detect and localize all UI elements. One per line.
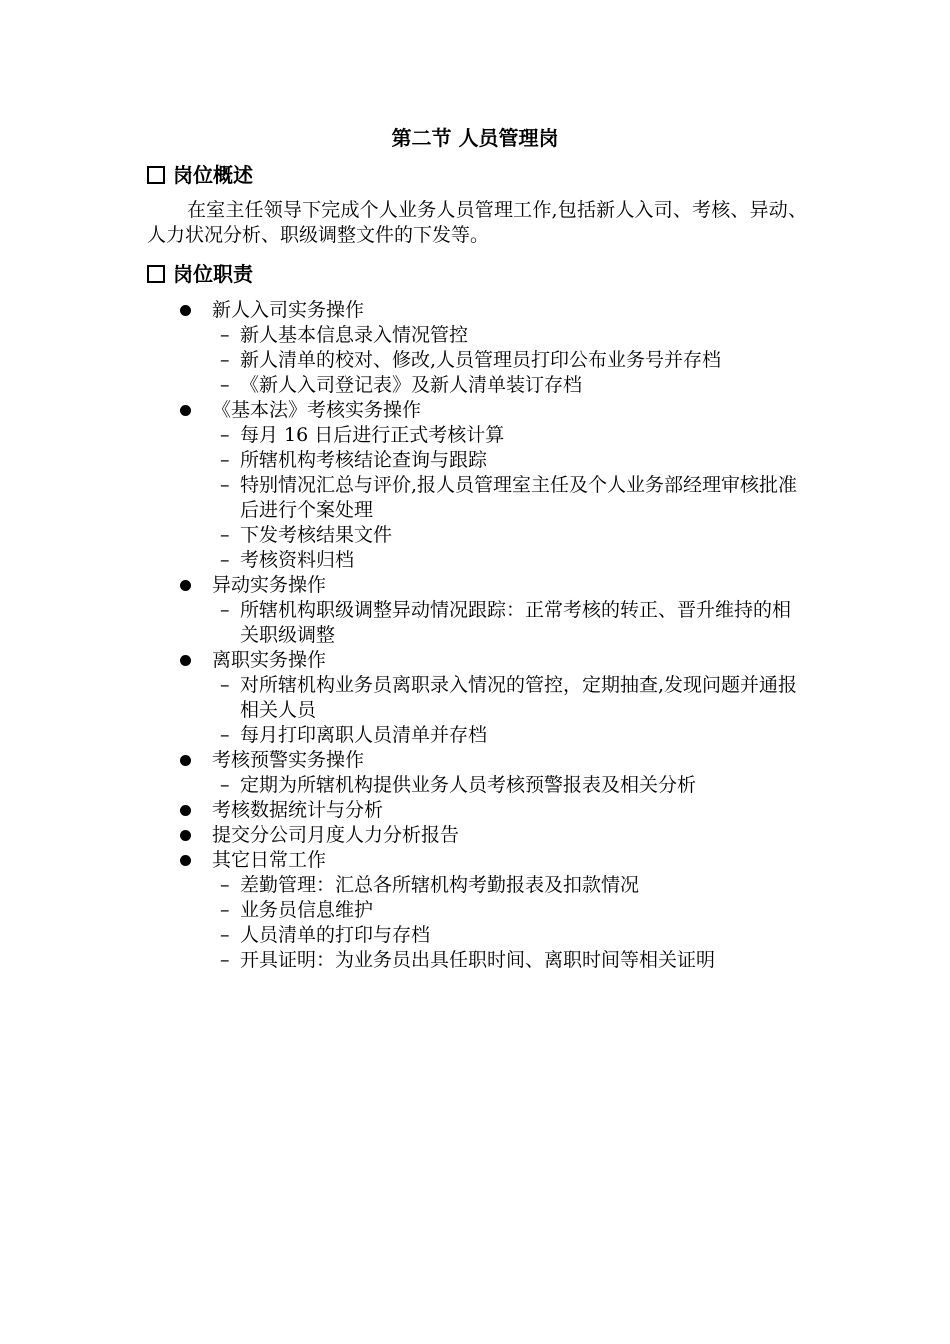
duty-subitem-text: 每月打印离职人员清单并存档: [240, 724, 488, 746]
duty-subitem: [178, 423, 808, 448]
duty-item: [178, 573, 808, 598]
bullet-icon: [180, 855, 191, 866]
duty-item-label: 其它日常工作: [212, 849, 327, 871]
duty-subitem-text: 下发考核结果文件: [240, 524, 393, 546]
dash-icon: –: [220, 924, 230, 946]
dash-icon: –: [220, 524, 230, 546]
duty-subitem-text: 特别情况汇总与评价,报人员管理室主任及个人业务部经理审核批准后进行个案处理: [240, 474, 798, 521]
checkbox-icon: [147, 166, 165, 184]
duty-item-label: 新人入司实务操作: [212, 299, 365, 321]
duty-subitem: [178, 373, 808, 398]
duty-item: [178, 848, 808, 873]
checkbox-icon: [147, 265, 165, 283]
duty-subitem: [178, 323, 808, 348]
duty-item-label: 离职实务操作: [212, 649, 327, 671]
duty-subitem: [178, 473, 808, 523]
bullet-icon: [180, 755, 191, 766]
duty-item-label: 异动实务操作: [212, 574, 327, 596]
duty-subitem-text: 《新人入司登记表》及新人清单装订存档: [240, 374, 583, 396]
dash-icon: –: [220, 899, 230, 921]
duty-subitem: [178, 548, 808, 573]
duty-item: [178, 298, 808, 323]
duty-subitem-text: 所辖机构职级调整异动情况跟踪：正常考核的转正、晋升维持的相关职级调整: [240, 599, 792, 646]
bullet-icon: [180, 655, 191, 666]
duty-subitem-text: 业务员信息维护: [240, 899, 374, 921]
dash-icon: –: [220, 599, 230, 621]
duty-subitem-text: 人员清单的打印与存档: [240, 924, 431, 946]
duty-subitem: [178, 873, 808, 898]
duty-subitem: [178, 923, 808, 948]
duty-subitem: [178, 948, 808, 973]
duty-subitem-text: 所辖机构考核结论查询与跟踪: [240, 449, 488, 471]
bullet-icon: [180, 405, 191, 416]
duty-subitem-text: 新人基本信息录入情况管控: [240, 324, 469, 346]
duty-subitem-text: 每月 16 日后进行正式考核计算: [240, 424, 505, 446]
duty-item-label: 考核数据统计与分析: [212, 799, 384, 821]
page-title: 第二节 人员管理岗: [391, 126, 559, 150]
duties-heading: [147, 260, 253, 288]
duty-item-label: 《基本法》考核实务操作: [212, 399, 422, 421]
bullet-icon: [180, 580, 191, 591]
dash-icon: –: [220, 674, 230, 696]
overview-heading: [147, 161, 253, 189]
dash-icon: –: [220, 724, 230, 746]
duty-subitem: [178, 673, 808, 723]
duties-list: [178, 298, 808, 973]
duty-item: [178, 398, 808, 423]
duty-subitem-text: 定期为所辖机构提供业务人员考核预警报表及相关分析: [240, 774, 697, 796]
dash-icon: –: [220, 449, 230, 471]
duty-subitem-text: 开具证明：为业务员出具任职时间、离职时间等相关证明: [240, 949, 716, 971]
duty-subitem: [178, 773, 808, 798]
overview-text: 在室主任领导下完成个人业务人员管理工作,包括新人入司、考核、异动、人力状况分析、职级调整文件的下发等。: [147, 199, 807, 246]
bullet-icon: [180, 805, 191, 816]
dash-icon: –: [220, 949, 230, 971]
duty-item: [178, 648, 808, 673]
duty-subitem-text: 新人清单的校对、修改,人员管理员打印公布业务号并存档: [240, 349, 722, 371]
dash-icon: –: [220, 874, 230, 896]
duty-item: [178, 798, 808, 823]
duty-subitem: [178, 598, 808, 648]
duty-subitem: [178, 723, 808, 748]
duty-subitem: [178, 523, 808, 548]
duty-item: [178, 823, 808, 848]
duty-subitem-text: 差勤管理：汇总各所辖机构考勤报表及扣款情况: [240, 874, 640, 896]
duty-item-label: 提交分公司月度人力分析报告: [212, 824, 460, 846]
dash-icon: –: [220, 549, 230, 571]
bullet-icon: [180, 305, 191, 316]
dash-icon: –: [220, 474, 230, 496]
dash-icon: –: [220, 774, 230, 796]
dash-icon: –: [220, 349, 230, 371]
duties-heading-label: 岗位职责: [173, 262, 253, 286]
duty-subitem: [178, 348, 808, 373]
overview-heading-label: 岗位概述: [173, 163, 253, 187]
duty-subitem-text: 对所辖机构业务员离职录入情况的管控，定期抽查,发现问题并通报相关人员: [240, 674, 798, 721]
duty-subitem: [178, 898, 808, 923]
duty-item-label: 考核预警实务操作: [212, 749, 365, 771]
dash-icon: –: [220, 324, 230, 346]
duty-subitem-text: 考核资料归档: [240, 549, 355, 571]
dash-icon: –: [220, 374, 230, 396]
duty-subitem: [178, 448, 808, 473]
dash-icon: –: [220, 424, 230, 446]
bullet-icon: [180, 830, 191, 841]
duty-item: [178, 748, 808, 773]
